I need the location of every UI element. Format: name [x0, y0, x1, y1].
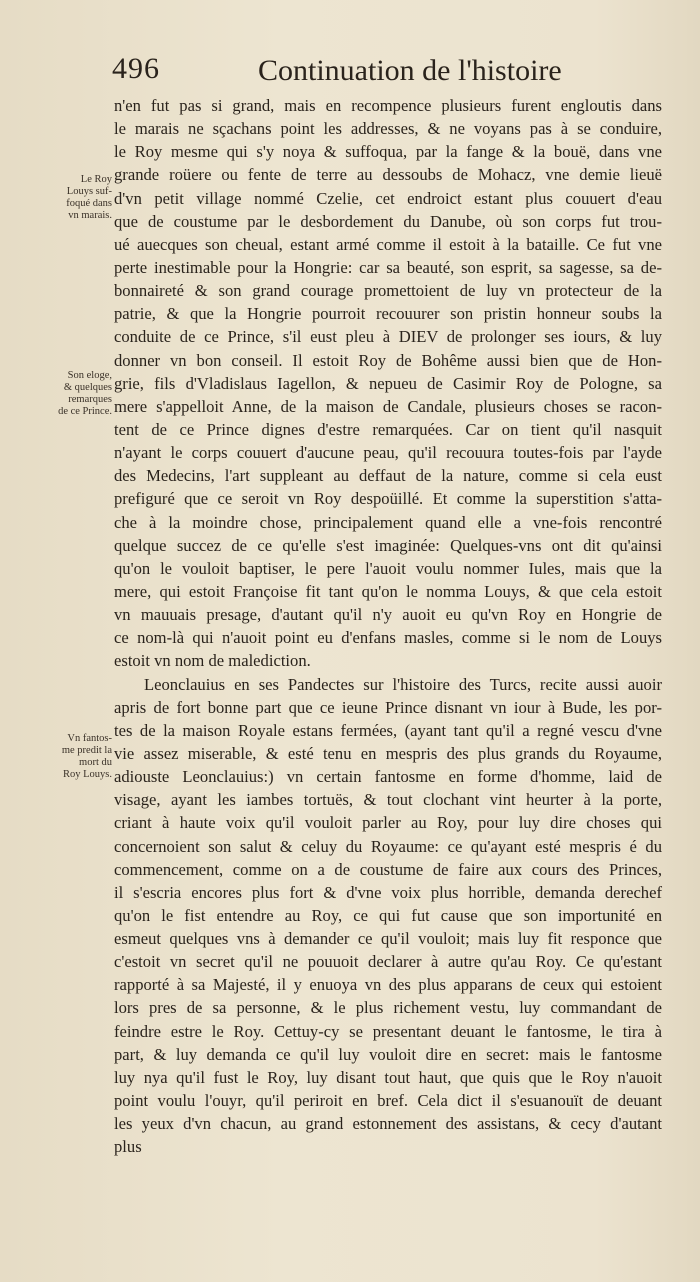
text-line: le marais ne sçachans point les addresses, & ne voyans pas à se conduire, [114, 119, 662, 139]
text-line: point voulu l'ouyr, qu'il periroit en bref. Cela dict il s'esuanouït de deuant [114, 1091, 662, 1111]
margin-note-line: foqué dans [66, 198, 112, 209]
margin-note-eulogy [50, 370, 112, 418]
text-line: ué auecques son cheual, estant armé comme il estoit à la bataille. Ce fut vne [114, 234, 662, 254]
text-line: n'en fut pas si grand, mais en recompence plusieurs furent engloutis dans [114, 96, 662, 115]
text-line: tent de ce Prince dignes d'estre remarquées. Car on tient qu'il nasquit [114, 419, 662, 439]
text-line: rapporté à sa Majesté, il y enuoya vn des plus apparans de ceux qui estoient [114, 975, 662, 995]
margin-note-phantom [50, 733, 112, 781]
text-line: apris de fort bonne part que ce ieune Prince disnant vn iour à Bude, les por- [114, 697, 662, 717]
running-title: Continuation de l'histoire [258, 54, 562, 87]
text-line: conduite de ce Prince, s'il eust pleu à DIEV de prolonger ses iours, & luy [114, 327, 662, 347]
text-line: perte inestimable pour la Hongrie: car sa beauté, son esprit, sa sagesse, sa de- [114, 257, 662, 277]
text-line: part, & luy demanda ce qu'il luy vouloit dire en secret: mais le fantosme [114, 1044, 662, 1064]
text-line: tes de la maison Royale estans fermées, (ayant tant qu'il a regné vescu d'vne [114, 720, 662, 740]
text-line: ce nom-là qui n'auoit point eu d'enfans masles, comme si le nom de Louys [114, 628, 662, 648]
text-line: mere, qui estoit Françoise fit tant qu'on le nomma Louys, & que cela estoit [114, 581, 662, 601]
margin-note-line: mort du [79, 757, 112, 768]
text-line: c'estoit vn secret qu'il ne pouuoit declarer à autre qu'au Roy. Ce qu'estant [114, 952, 662, 972]
text-line: les yeux d'vn chacun, au grand estonnement des assistans, & cecy d'autant [114, 1114, 662, 1134]
text-line: bonnaireté & son grand courage promettoient de luy vn protecteur de la [114, 281, 662, 301]
text-line: visage, ayant les iambes tortuës, & tout clochant vint heurter à la porte, [114, 790, 662, 810]
text-line: mere s'appelloit Anne, de la maison de Candale, plusieurs choses se racon- [114, 396, 662, 416]
text-line: vn mauuais presage, d'autant qu'il n'y auoit eu qu'vn Roy en Hongrie de [114, 605, 662, 625]
text-line: grande roüere ou fente de terre au dessoubs de Mohacz, vne demie lieuë [114, 165, 662, 185]
text-line: concernoient son salut & celuy du Royaume: ce qu'ayant esté mespris é du [114, 836, 662, 856]
text-line: qu'on le fist entendre au Roy, ce qui fut cause que son importunité en [114, 905, 662, 925]
text-line: feindre estre le Roy. Cettuy-cy se presentant deuant le fantosme, le tira à [114, 1021, 662, 1041]
text-line: che à la moindre chose, principalement quand elle a vne-fois rencontré [114, 512, 662, 532]
text-line: prefiguré que ce seroit vn Roy despoüillé. Et comme la superstition s'atta- [114, 489, 662, 509]
text-line: luy nya qu'il fust le Roy, luy disant tout haut, que quis que le Roy n'auoit [114, 1067, 662, 1087]
margin-note-line: Son eloge, [67, 370, 112, 381]
margin-note-line: de ce Prince. [58, 406, 112, 417]
page-number: 496 [112, 52, 160, 85]
text-line: commencement, comme on a de coustume de faire aux cours des Princes, [114, 859, 662, 879]
text-line: Leonclauius en ses Pandectes sur l'histoire des Turcs, recite aussi auoir [144, 674, 662, 694]
text-line: grie, fils d'Vladislaus Iagellon, & nepueu de Casimir Roy de Pologne, sa [114, 373, 662, 393]
text-line: n'ayant le corps couuert d'aucune peau, qu'il recouura toutes-fois par l'ayde [114, 443, 662, 463]
margin-note-line: Le Roy [80, 174, 112, 185]
text-line: que de coustume par le desbordement du Danube, où son corps fut trou- [114, 211, 662, 231]
text-line: lors pres de sa personne, & le plus richement vestu, luy commandant de [114, 998, 662, 1018]
text-line: quelque succez de ce qu'elle s'est imaginée: Quelques-vns ont dit qu'ainsi [114, 535, 662, 555]
margin-note-line: & quelques [63, 382, 112, 393]
margin-note-line: Roy Louys. [62, 769, 112, 780]
text-line: il s'escria encores plus fort & d'vne voix plus horrible, demanda derechef [114, 882, 662, 902]
text-line: des Medecins, l'art suppleant au deffaut de la nature, comme si cela eust [114, 466, 662, 486]
text-line: le Roy mesme qui s'y noya & suffoqua, par la fange & la bouë, dans vne [114, 142, 662, 162]
margin-note-line: me predit la [61, 745, 112, 756]
text-line: donner vn bon conseil. Il estoit Roy de Bohême aussi bien que de Hon- [114, 350, 662, 370]
text-line: patrie, & que la Hongrie pourroit recouurer son pristin honneur soubs la [114, 304, 662, 324]
text-line: plus [114, 1137, 142, 1157]
margin-note-line: Vn fantos- [67, 733, 112, 744]
body-text [114, 94, 662, 1158]
text-line: qu'on le vouloit baptiser, le pere l'auoit voulu nommer Iules, mais que la [114, 558, 662, 578]
text-line: vie assez miserable, & esté tenu en mespris des plus grands du Royaume, [114, 743, 662, 763]
margin-note-drowning [50, 174, 112, 222]
margin-note-line: Louys suf- [66, 186, 112, 197]
text-line: criant à haute voix qu'il vouloit parler au Roy, pour luy dire choses qui [114, 813, 662, 833]
page-header [112, 50, 572, 90]
text-line: estoit vn nom de malediction. [114, 651, 311, 671]
text-line: adiouste Leonclauius:) vn certain fantosme en forme d'homme, laid de [114, 767, 662, 787]
margin-note-line: remarques [68, 394, 112, 405]
text-line: d'vn petit village nommé Czelie, cet endroict estant plus couuert d'eau [114, 188, 662, 208]
margin-note-line: vn marais. [68, 210, 112, 221]
text-line: esmeut quelques vns à demander ce qu'il vouloit; mais luy fit responce que [114, 929, 662, 949]
